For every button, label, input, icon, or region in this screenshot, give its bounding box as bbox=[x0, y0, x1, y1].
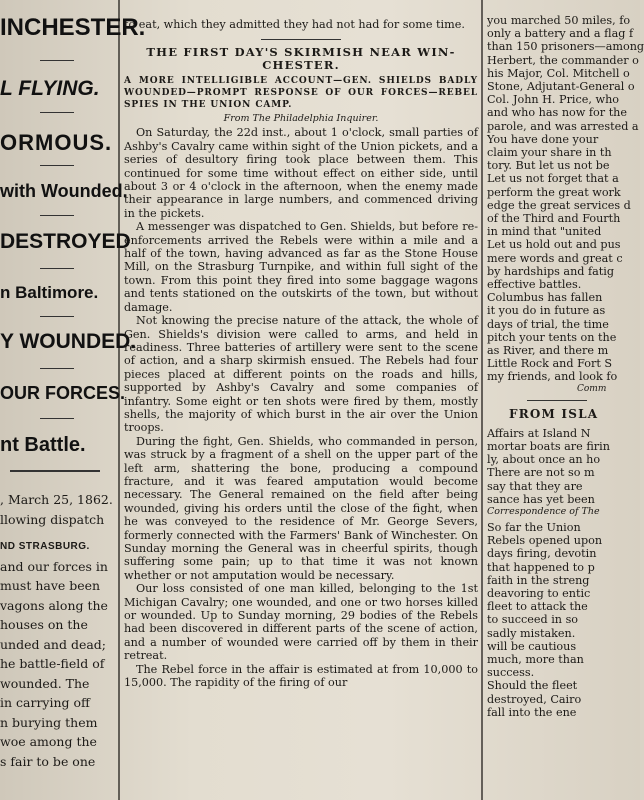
divider bbox=[40, 112, 74, 113]
divider bbox=[40, 60, 74, 61]
headline: Y WOUNDED. bbox=[0, 330, 137, 353]
right-article-bottom bbox=[487, 521, 640, 719]
text-line: unded and dead; bbox=[0, 636, 107, 652]
article-byline: From The Philadelphia Inquirer. bbox=[223, 113, 379, 125]
text-line: Herbert, the commander o bbox=[487, 53, 639, 67]
text-line: llowing dispatch bbox=[0, 511, 105, 527]
text-line: success. bbox=[487, 666, 535, 680]
divider bbox=[527, 400, 587, 401]
headline: with Wounded. bbox=[0, 181, 128, 201]
text-line: and our forces in bbox=[0, 558, 108, 574]
paragraph: Our loss consisted of one man killed, belonging to the 1st Michigan Cavalry; one wounded, and one or two horses killed or wounded. Up to Sunday morning, 29 bodies of the Rebels had been discovered in different parts of the scene of action, and a number of wounded were carried off by them in their retreat. bbox=[124, 582, 478, 663]
text-line: his Major, Col. Mitchell o bbox=[487, 66, 630, 80]
text-line: There are not so m bbox=[487, 466, 595, 480]
paragraph: The Rebel force in the affair is estimated at from 10,000 to 15,000. The rapidity of the firing of our bbox=[124, 662, 478, 690]
article-title: THE FIRST DAY'S SKIRMISH NEAR WIN-CHESTER. bbox=[146, 45, 456, 73]
text-line: much, more than bbox=[487, 652, 584, 666]
text-line: Stone, Adjutant-General o bbox=[487, 80, 635, 94]
text-line: wounded. The bbox=[0, 675, 90, 691]
middle-column bbox=[124, 0, 478, 800]
text-line: ly, about once an ho bbox=[487, 453, 601, 467]
text-line: than 150 prisoners—among bbox=[487, 40, 644, 54]
right-article-top bbox=[487, 14, 644, 384]
divider bbox=[40, 368, 74, 369]
right-column bbox=[487, 0, 644, 800]
divider bbox=[40, 418, 74, 419]
divider bbox=[40, 316, 74, 317]
text-line: days of trial, the time bbox=[487, 317, 609, 331]
text-line: he battle-field of bbox=[0, 656, 105, 671]
text-line: in mind that "united bbox=[487, 225, 602, 239]
text-line: perform the great work bbox=[487, 185, 621, 199]
text-line: as River, and there m bbox=[487, 344, 609, 358]
text-line: my friends, and look fo bbox=[487, 370, 618, 384]
text-line: must have been bbox=[0, 578, 101, 593]
intro-paragraph bbox=[124, 18, 478, 31]
text-line: destroyed, Cairo bbox=[487, 692, 582, 706]
correspondence-line: Correspondence of The bbox=[487, 505, 600, 517]
text-line: edge the great services d bbox=[487, 198, 631, 212]
text-line: it you do in future as bbox=[487, 304, 606, 318]
text-line: fleet to attack the bbox=[487, 600, 588, 614]
text-line: that happened to p bbox=[487, 560, 595, 574]
text-line: deavoring to entic bbox=[487, 586, 591, 600]
text-line: houses on the bbox=[0, 617, 88, 632]
text-line: n burying them bbox=[0, 714, 98, 730]
text-line: of the Third and Fourth bbox=[487, 212, 621, 226]
article-body bbox=[124, 126, 478, 689]
text-line: vagons along the bbox=[0, 597, 108, 613]
text-line: Rebels opened upon bbox=[487, 534, 603, 548]
text-line: You have done your bbox=[487, 132, 599, 146]
text-line: to succeed in so bbox=[487, 613, 579, 627]
paragraph: During the fight, Gen. Shields, who commanded in person, was struck by a fragment of a shell on the upper part of the left arm, shattering the bone, producing a compound fracture, and it was feared amputation would become necessary. The General remained on the field after being wounded, giving his orders until the close of the fight, when he was conveyed to the residence of Mr. George Severs, formerly connected with the Farmers' Bank of Winchester. On Sunday morning the General was in cheerful spirits, though suffering some pain; up to that time it was not known whether or not amputation would be necessary. bbox=[124, 434, 478, 582]
paragraph: Not knowing the precise nature of the attack, the whole of Gen. Shields's division were called to arms, and held in readiness. Three batteries of artillery were sent to the scene of action, and a sharp skirmish ensued. The Rebels had four pieces placed at different points on the roads and hills, supported by Ashby's Cavalry and some companies of infantry. Some eight or ten shots were fired by them, mostly shells, the majority of which burst in the air over the Union troops. bbox=[124, 314, 478, 435]
text-line: days firing, devotin bbox=[487, 547, 597, 561]
text-line: So far the Union bbox=[487, 520, 581, 534]
text-line: sance has yet been bbox=[487, 492, 595, 506]
text-line: Columbus has fallen bbox=[487, 291, 603, 305]
left-article-text bbox=[0, 490, 115, 771]
paragraph: A messenger was dispatched to Gen. Shields, but before re-enforcements arrived the Rebels were within a mile and a half of the town, having advanced as far as the Stone House Mill, on the Strasburg Turnpike, and within full sight of the town. From this point they fired into some baggage wagons and tents stationed on the outskirts of the town, but without damage. bbox=[124, 220, 478, 314]
divider bbox=[40, 268, 74, 269]
text-line: Affairs at Island N bbox=[487, 426, 591, 440]
divider bbox=[40, 165, 74, 166]
text-line: Let us hold out and pus bbox=[487, 238, 621, 252]
text-line: mere words and great c bbox=[487, 251, 623, 265]
text-line: fall into the ene bbox=[487, 705, 577, 719]
right-article-heading: FROM ISLA bbox=[509, 406, 599, 421]
text-line: s fair to be one bbox=[0, 753, 96, 769]
text-line: by hardships and fatig bbox=[487, 264, 615, 278]
text-line: parole, and was arrested a bbox=[487, 119, 639, 133]
text-line: Little Rock and Fort S bbox=[487, 357, 613, 371]
text-line: will be cautious bbox=[487, 639, 577, 653]
text-line: sadly mistaken. bbox=[487, 626, 576, 640]
intro-text: to eat, which they admitted they had not had for some time. bbox=[124, 18, 465, 31]
text-line: tory. But let us not be bbox=[487, 159, 610, 173]
headline: OUR FORCES. bbox=[0, 383, 126, 403]
text-line: woe among the bbox=[0, 734, 97, 749]
headline: nt Battle. bbox=[0, 434, 86, 456]
paragraph: On Saturday, the 22d inst., about 1 o'clock, small parties of Ashby's Cavalry came within sight of the Union pickets, and a series of desultory firing took place between them. This continued for some time without effect on either side, until about 3 or 4 o'clock in the afternoon, when the enemy made their appearance in large numbers, and commenced driving in the pickets. bbox=[124, 126, 478, 220]
text-line: Let us not forget that a bbox=[487, 172, 619, 186]
divider bbox=[10, 470, 100, 472]
text-line: pitch your tents on the bbox=[487, 330, 617, 344]
signoff: Comm bbox=[577, 383, 607, 394]
text-line: Col. John H. Price, who bbox=[487, 93, 620, 107]
text-line: you marched 50 miles, fo bbox=[487, 14, 631, 27]
text-line: claim your share in th bbox=[487, 146, 612, 160]
text-line: say that they are bbox=[487, 479, 583, 493]
text-line: and who has now for the bbox=[487, 106, 628, 120]
left-column bbox=[0, 0, 146, 800]
text-line: faith in the streng bbox=[487, 573, 590, 587]
text-line: mortar boats are firin bbox=[487, 439, 610, 453]
article-subhead: A MORE INTELLIGIBLE ACCOUNT—GEN. SHIELDS BADLY WOUNDED—PROMPT RESPONSE OF OUR FORCES—REBEL SPIES IN THE UNION CAMP. bbox=[124, 76, 478, 111]
divider bbox=[40, 215, 74, 216]
divider bbox=[261, 39, 341, 40]
text-line: Should the fleet bbox=[487, 679, 578, 693]
text-line: in carrying off bbox=[0, 695, 90, 710]
headline: L FLYING. bbox=[0, 77, 100, 100]
headline: INCHESTER. bbox=[0, 14, 146, 41]
column-rule bbox=[481, 0, 483, 800]
text-line: only a battery and a flag f bbox=[487, 27, 634, 41]
right-article-mid bbox=[487, 427, 640, 506]
headline: ORMOUS. bbox=[0, 130, 113, 155]
dateline: , March 25, 1862. bbox=[0, 492, 113, 507]
headline: DESTROYED bbox=[0, 230, 131, 253]
headline: n Baltimore. bbox=[0, 283, 99, 302]
subhead-line: ND STRASBURG. bbox=[0, 541, 90, 552]
text-line: effective battles. bbox=[487, 278, 582, 292]
